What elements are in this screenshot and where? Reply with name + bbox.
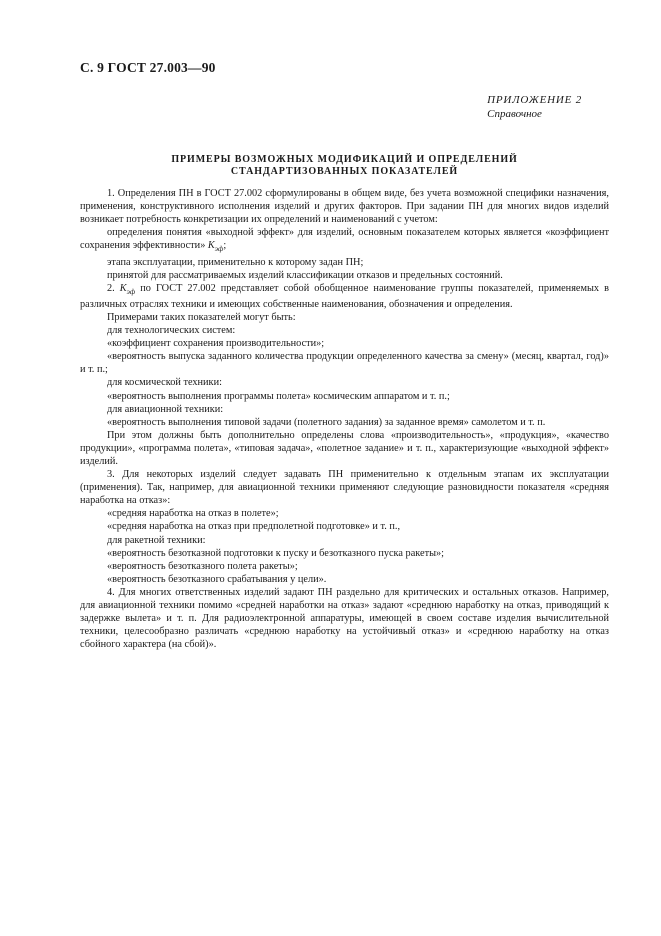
coefficient-symbol: $K_{эф}$ [207, 240, 224, 254]
page-header: С. 9 ГОСТ 27.003—90 [80, 60, 216, 75]
paragraph-1: 1. Определения ПН в ГОСТ 27.002 сформулированы в общем виде, без учета возможной специфики назначения, применения, конструктивного исполнения изделий и других факторов. При задании ПН для многих видов изделий возникает потребность конкретизации их определений и наименований с учетом: [80, 188, 609, 226]
paragraph-2e: для космической техники: [107, 377, 222, 389]
paragraph-2: 2. $K_{эф}$ по ГОСТ 27.002 представляет собой обобщенное наименование группы показателей, применяемых в различных отраслях техники и имеющих собственные наименования, обозначения и определения. [80, 282, 609, 310]
section-title-line-1: ПРИМЕРЫ ВОЗМОЖНЫХ МОДИФИКАЦИЙ И ОПРЕДЕЛЕНИЙ [171, 154, 518, 165]
section-title-line-2: СТАНДАРТИЗОВАННЫХ ПОКАЗАТЕЛЕЙ [230, 166, 459, 177]
paragraph-1c: принятой для рассматриваемых изделий классификации отказов и предельных состояний. [107, 269, 503, 281]
paragraph-2f: «вероятность выполнения программы полета» космическим аппаратом и т. п.; [107, 390, 450, 402]
paragraph-2d: «вероятность выпуска заданного количества продукции определенного качества за смену» (месяц, квартал, год)» и т. п.; [80, 351, 609, 376]
appendix-title: ПРИЛОЖЕНИЕ 2 [487, 94, 582, 106]
paragraph-1a-text: определения понятия «выходной эффект» для изделий, основным показателем которых является «коэффициент сохранения эффективности» [80, 227, 609, 252]
paragraph-2a: Примерами таких показателей могут быть: [107, 311, 296, 323]
paragraph-2h: «вероятность выполнения типовой задачи (полетного задания) за заданное время» самолетом и т. п. [107, 416, 546, 428]
paragraph-3d: «вероятность безотказной подготовки к пуску и безотказного пуска ракеты»; [107, 547, 445, 559]
paragraph-2b: для технологических систем: [107, 325, 236, 337]
paragraph-3c: для ракетной техники: [107, 534, 206, 546]
paragraph-1b: этапа эксплуатации, применительно к которому задан ПН; [107, 256, 364, 268]
coefficient-symbol: $K_{эф}$ [119, 282, 136, 296]
paragraph-2i: При этом должны быть дополнительно определены слова «производительность», «продукция», «качество продукции», «программа полета», «типовая задача», «полетное задание» и т. п., характеризующие «выходной эффект» изделий. [80, 429, 609, 467]
paragraph-3a: «средняя наработка на отказ в полете»; [107, 508, 279, 520]
paragraph-3f: «вероятность безотказного срабатывания у цели». [107, 573, 327, 585]
paragraph-3e: «вероятность безотказного полета ракеты»; [107, 560, 298, 572]
paragraph-3: 3. Для некоторых изделий следует задавать ПН применительно к отдельным этапам их эксплуатации (применения). Так, например, для авиационной техники применяют следующие разновидности показателя «средняя наработка на отказ»: [80, 469, 609, 507]
paragraph-3b: «средняя наработка на отказ при предполетной подготовке» и т. п., [107, 521, 401, 533]
appendix-subtitle: Справочное [487, 108, 542, 120]
appendix-label [487, 93, 582, 121]
paragraph-2c: «коэффициент сохранения производительности»; [107, 338, 325, 350]
paragraph-2g: для авиационной техники: [107, 403, 224, 415]
section-title [80, 154, 609, 178]
paragraph-1a: определения понятия «выходной эффект» для изделий, основным показателем которых является «коэффициент сохранения эффективности» $K_{эф}$; [80, 227, 609, 254]
paragraph-4: 4. Для многих ответственных изделий задают ПН раздельно для критических и остальных отказов. Например, для авиационной техники помимо «средней наработки на отказ» задают «среднюю наработку на отказ, приводящий к задержке вылета» и т. п. Для радиоэлектронной аппаратуры, имеющей в своем составе изделия вычислительной техники, целесообразно различать «среднюю наработку на устойчивый отказ» и «среднюю наработку на отказ сбойного характера (на сбой)». [80, 586, 609, 651]
body-text [80, 187, 609, 651]
